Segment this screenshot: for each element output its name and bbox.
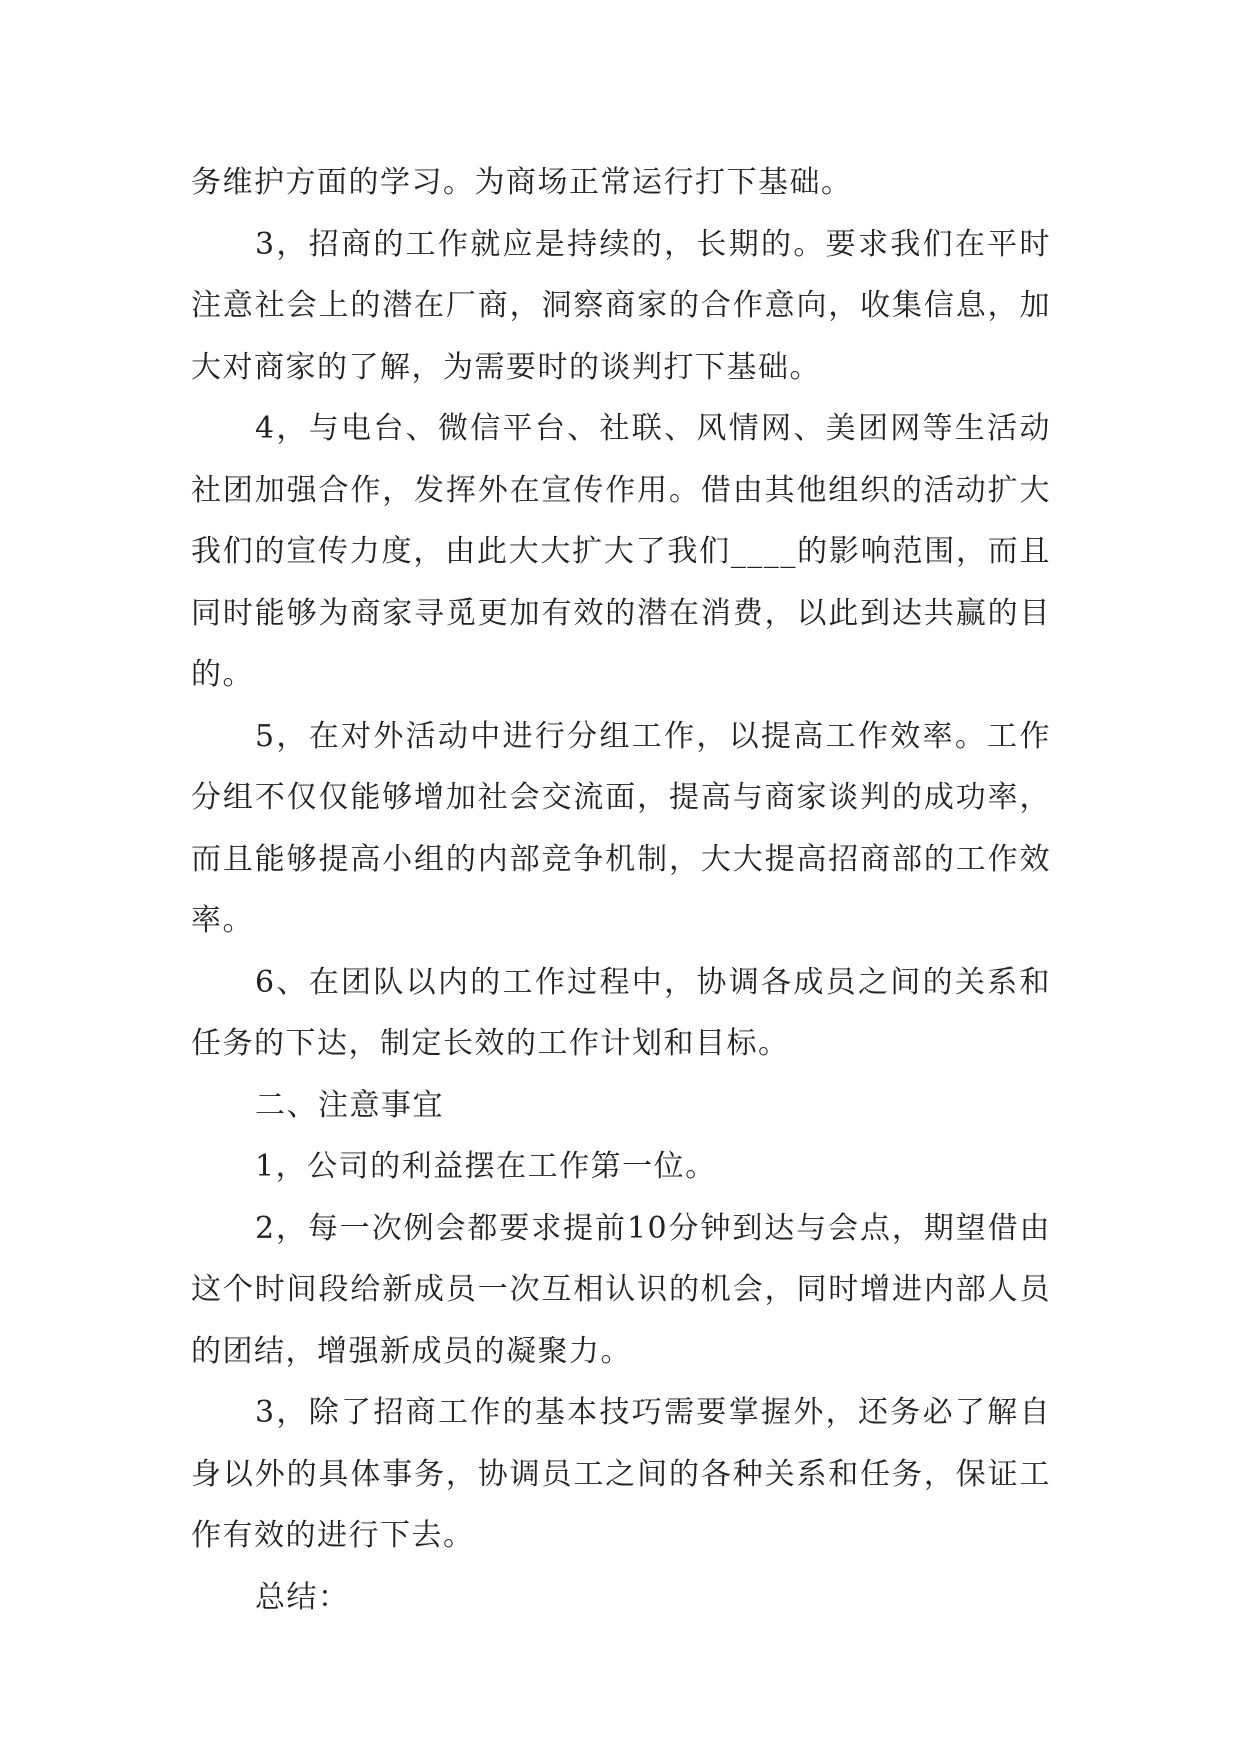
paragraph-item-5-grouping: 5，在对外活动中进行分组工作，以提高工作效率。工作分组不仅仅能够增加社会交流面，提高与商家谈判的成功率，而且能够提高小组的内部竞争机制，大大提高招商部的工作效率。 xyxy=(191,718,1051,938)
paragraph-item-3-investment: 3，招商的工作就应是持续的，长期的。要求我们在平时注意社会上的潜在厂商，洞察商家的合作意向，收集信息，加大对商家的了解，为需要时的谈判打下基础。 xyxy=(191,226,1051,385)
paragraph-item-6-team: 6、在团队以内的工作过程中，协调各成员之间的关系和任务的下达，制定长效的工作计划和目标。 xyxy=(191,964,1051,1061)
paragraph-note-2: 2，每一次例会都要求提前10分钟到达与会点，期望借由这个时间段给新成员一次互相认识的机会，同时增进内部人员的团结，增强新成员的凝聚力。 xyxy=(191,1210,1051,1369)
paragraph-continuation: 务维护方面的学习。为商场正常运行打下基础。 xyxy=(191,165,853,200)
paragraph-note-3: 3，除了招商工作的基本技巧需要掌握外，还务必了解自身以外的具体事务，协调员工之间的各种关系和任务，保证工作有效的进行下去。 xyxy=(191,1395,1051,1553)
paragraph-note-1: 1，公司的利益摆在工作第一位。 xyxy=(255,1149,717,1184)
document-body xyxy=(191,152,1051,1628)
paragraph-item-4-cooperation: 4，与电台、微信平台、社联、风情网、美团网等生活动社团加强合作，发挥外在宣传作用。借由其他组织的活动扩大我们的宣传力度，由此大大扩大了我们____的影响范围，而且同时能够为商家寻觅更加有效的潜在消费，以此到达共赢的目的。 xyxy=(191,411,1051,692)
section-heading-notes: 二、注意事宜 xyxy=(255,1087,444,1123)
summary-heading: 总结： xyxy=(255,1579,350,1615)
